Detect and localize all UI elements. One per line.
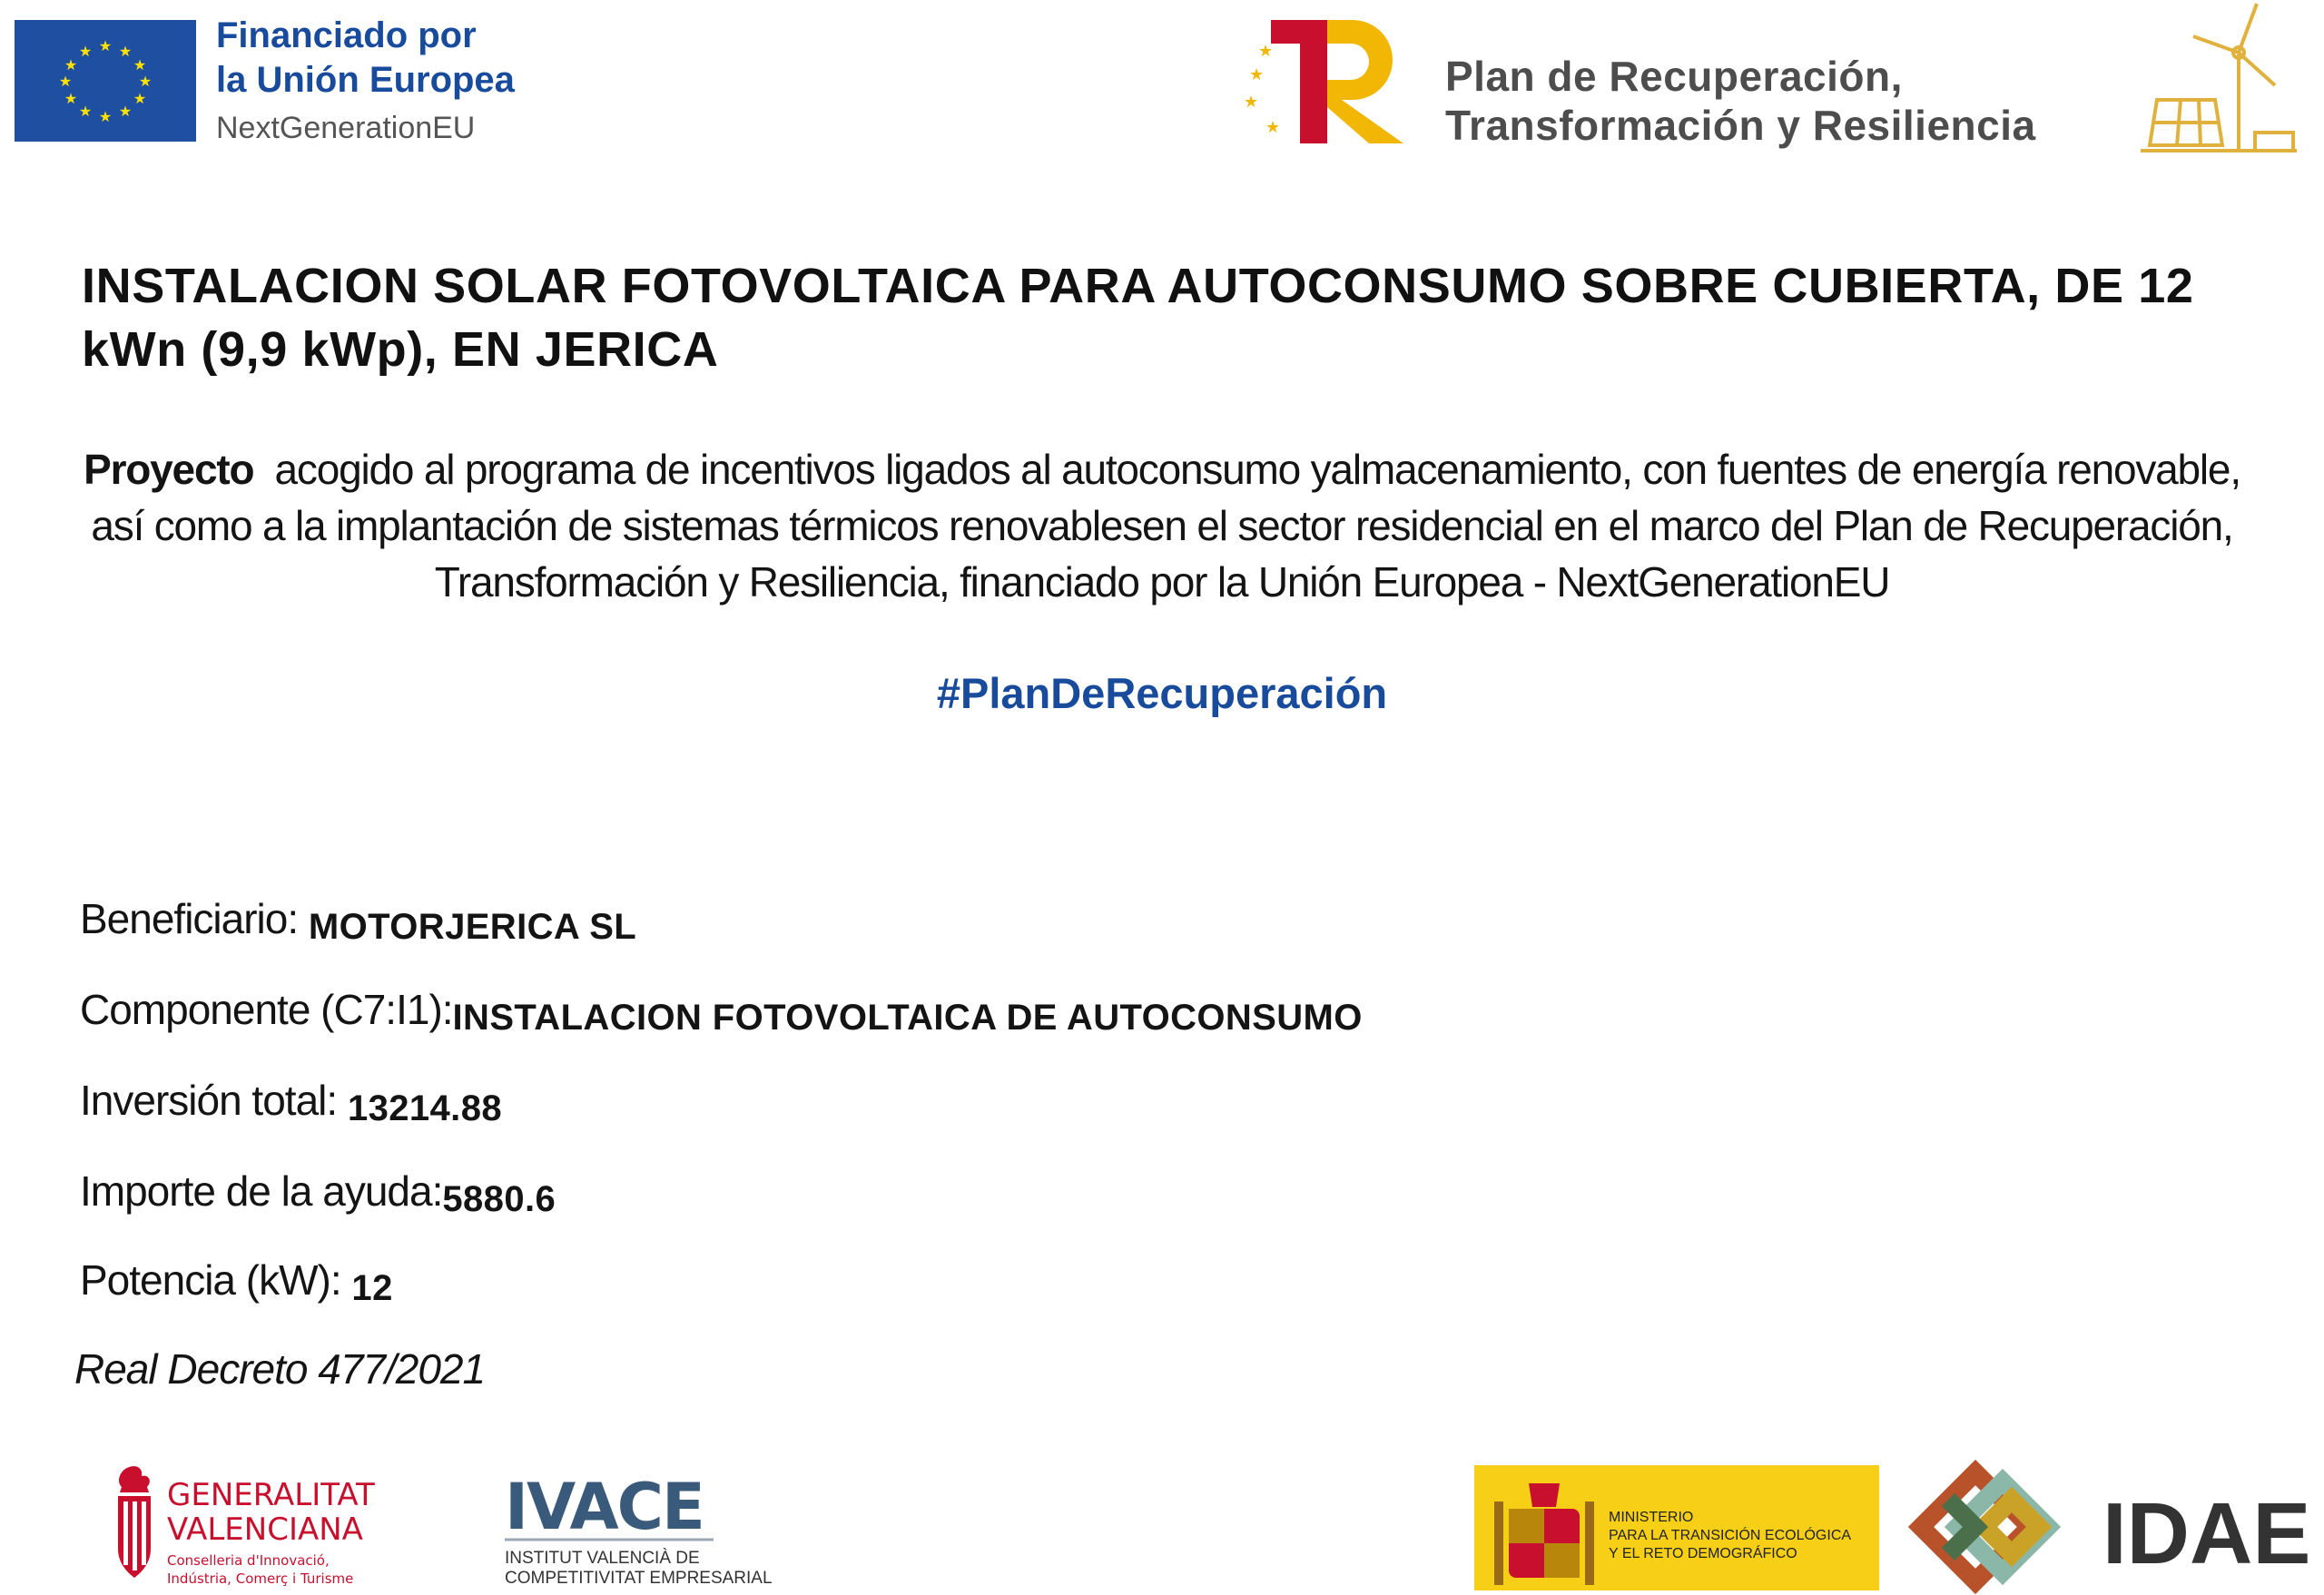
gv-dept-line1: Conselleria d'Innovació,	[167, 1552, 330, 1569]
svg-text:★: ★	[118, 43, 133, 60]
field-value: INSTALACION FOTOVOLTAICA DE AUTOCONSUMO	[452, 998, 1363, 1038]
gv-name-line2: VALENCIANA	[167, 1511, 363, 1548]
field-label: Inversión total:	[80, 1077, 338, 1124]
project-description-body: acogido al programa de incentivos ligados al autoconsumo yalmacenamiento, con fuentes de energía renovable, así como a la implantación de sistemas térmicos renovablesen el sector residencial en el marco del Plan de Recuperación, Transformación y Resiliencia, financiado por la Unión Europea - NextGenerationEU	[91, 446, 2240, 606]
decree: Real Decreto 477/2021	[74, 1345, 486, 1393]
svg-text:★: ★	[1258, 42, 1274, 61]
field-label: Potencia (kW):	[80, 1256, 341, 1304]
svg-text:★: ★	[58, 73, 73, 90]
eu-funding-line2: la Unión Europea	[216, 60, 515, 100]
eu-funding-line3: NextGenerationEU	[216, 111, 476, 145]
field-importe	[80, 1164, 556, 1221]
field-beneficiario	[80, 891, 636, 949]
spain-coat-of-arms-icon	[1494, 1483, 1594, 1585]
ivace-name: IVACE	[505, 1470, 704, 1544]
svg-text:★: ★	[78, 103, 93, 120]
field-label: Beneficiario:	[80, 895, 299, 942]
field-value: MOTORJERICA SL	[308, 907, 637, 947]
hashtag: #PlanDeRecuperación	[936, 669, 1388, 717]
ivace-line2: COMPETITIVITAT EMPRESARIAL	[505, 1569, 773, 1588]
field-potencia	[80, 1253, 393, 1310]
svg-text:★: ★	[78, 43, 93, 60]
gv-name-line1: GENERALITAT	[167, 1477, 375, 1513]
svg-text:★: ★	[133, 90, 147, 107]
svg-text:★: ★	[118, 103, 133, 120]
field-label: Componente (C7:I1):	[80, 986, 453, 1033]
svg-text:★: ★	[1249, 65, 1265, 84]
eu-flag-icon	[15, 20, 196, 142]
project-description-lead: Proyecto	[84, 446, 254, 493]
prtr-logo-icon	[1244, 16, 1407, 149]
svg-text:★: ★	[138, 73, 153, 90]
project-description	[73, 441, 2251, 610]
plan-title-line1: Plan de Recuperación,	[1445, 53, 1903, 100]
eu-funding-line1: Financiado por	[216, 15, 477, 55]
svg-text:★: ★	[64, 56, 78, 74]
field-inversion	[80, 1073, 502, 1130]
project-title: INSTALACION SOLAR FOTOVOLTAICA PARA AUTOCONSUMO SOBRE CUBIERTA, DE 12 kWn (9,9 kWp), EN JERICA	[82, 259, 2194, 377]
field-label: Importe de la ayuda:	[80, 1167, 443, 1215]
svg-text:★: ★	[1265, 118, 1281, 137]
svg-text:★: ★	[133, 56, 147, 74]
field-value: 12	[351, 1268, 393, 1308]
wind-solar-icon	[2139, 0, 2299, 156]
ministry-line3: Y EL RETO DEMOGRÁFICO	[1609, 1546, 1797, 1561]
field-componente	[80, 982, 1363, 1039]
ministry-logo	[1474, 1465, 1879, 1590]
ministry-line2: PARA LA TRANSICIÓN ECOLÓGICA	[1609, 1528, 1852, 1543]
idae-knot-icon	[1921, 1472, 2048, 1581]
svg-text:★: ★	[1244, 93, 1259, 112]
plan-title-line2: Transformación y Resiliencia	[1445, 102, 2036, 149]
idae-name: IDAE	[2102, 1485, 2311, 1582]
svg-text:★: ★	[98, 37, 113, 54]
field-value: 5880.6	[442, 1179, 556, 1219]
ministry-line1: MINISTERIO	[1609, 1510, 1694, 1525]
idae-logo	[1912, 1463, 2311, 1590]
field-value: 13214.88	[347, 1088, 502, 1128]
svg-text:★: ★	[98, 108, 113, 125]
gv-dept-line2: Indústria, Comerç i Turisme	[167, 1570, 354, 1587]
generalitat-logo	[113, 1462, 375, 1589]
ivace-line1: INSTITUT VALENCIÀ DE	[505, 1549, 700, 1568]
gv-emblem-icon	[118, 1466, 151, 1578]
svg-text:★: ★	[64, 90, 78, 107]
ivace-logo	[505, 1463, 773, 1589]
